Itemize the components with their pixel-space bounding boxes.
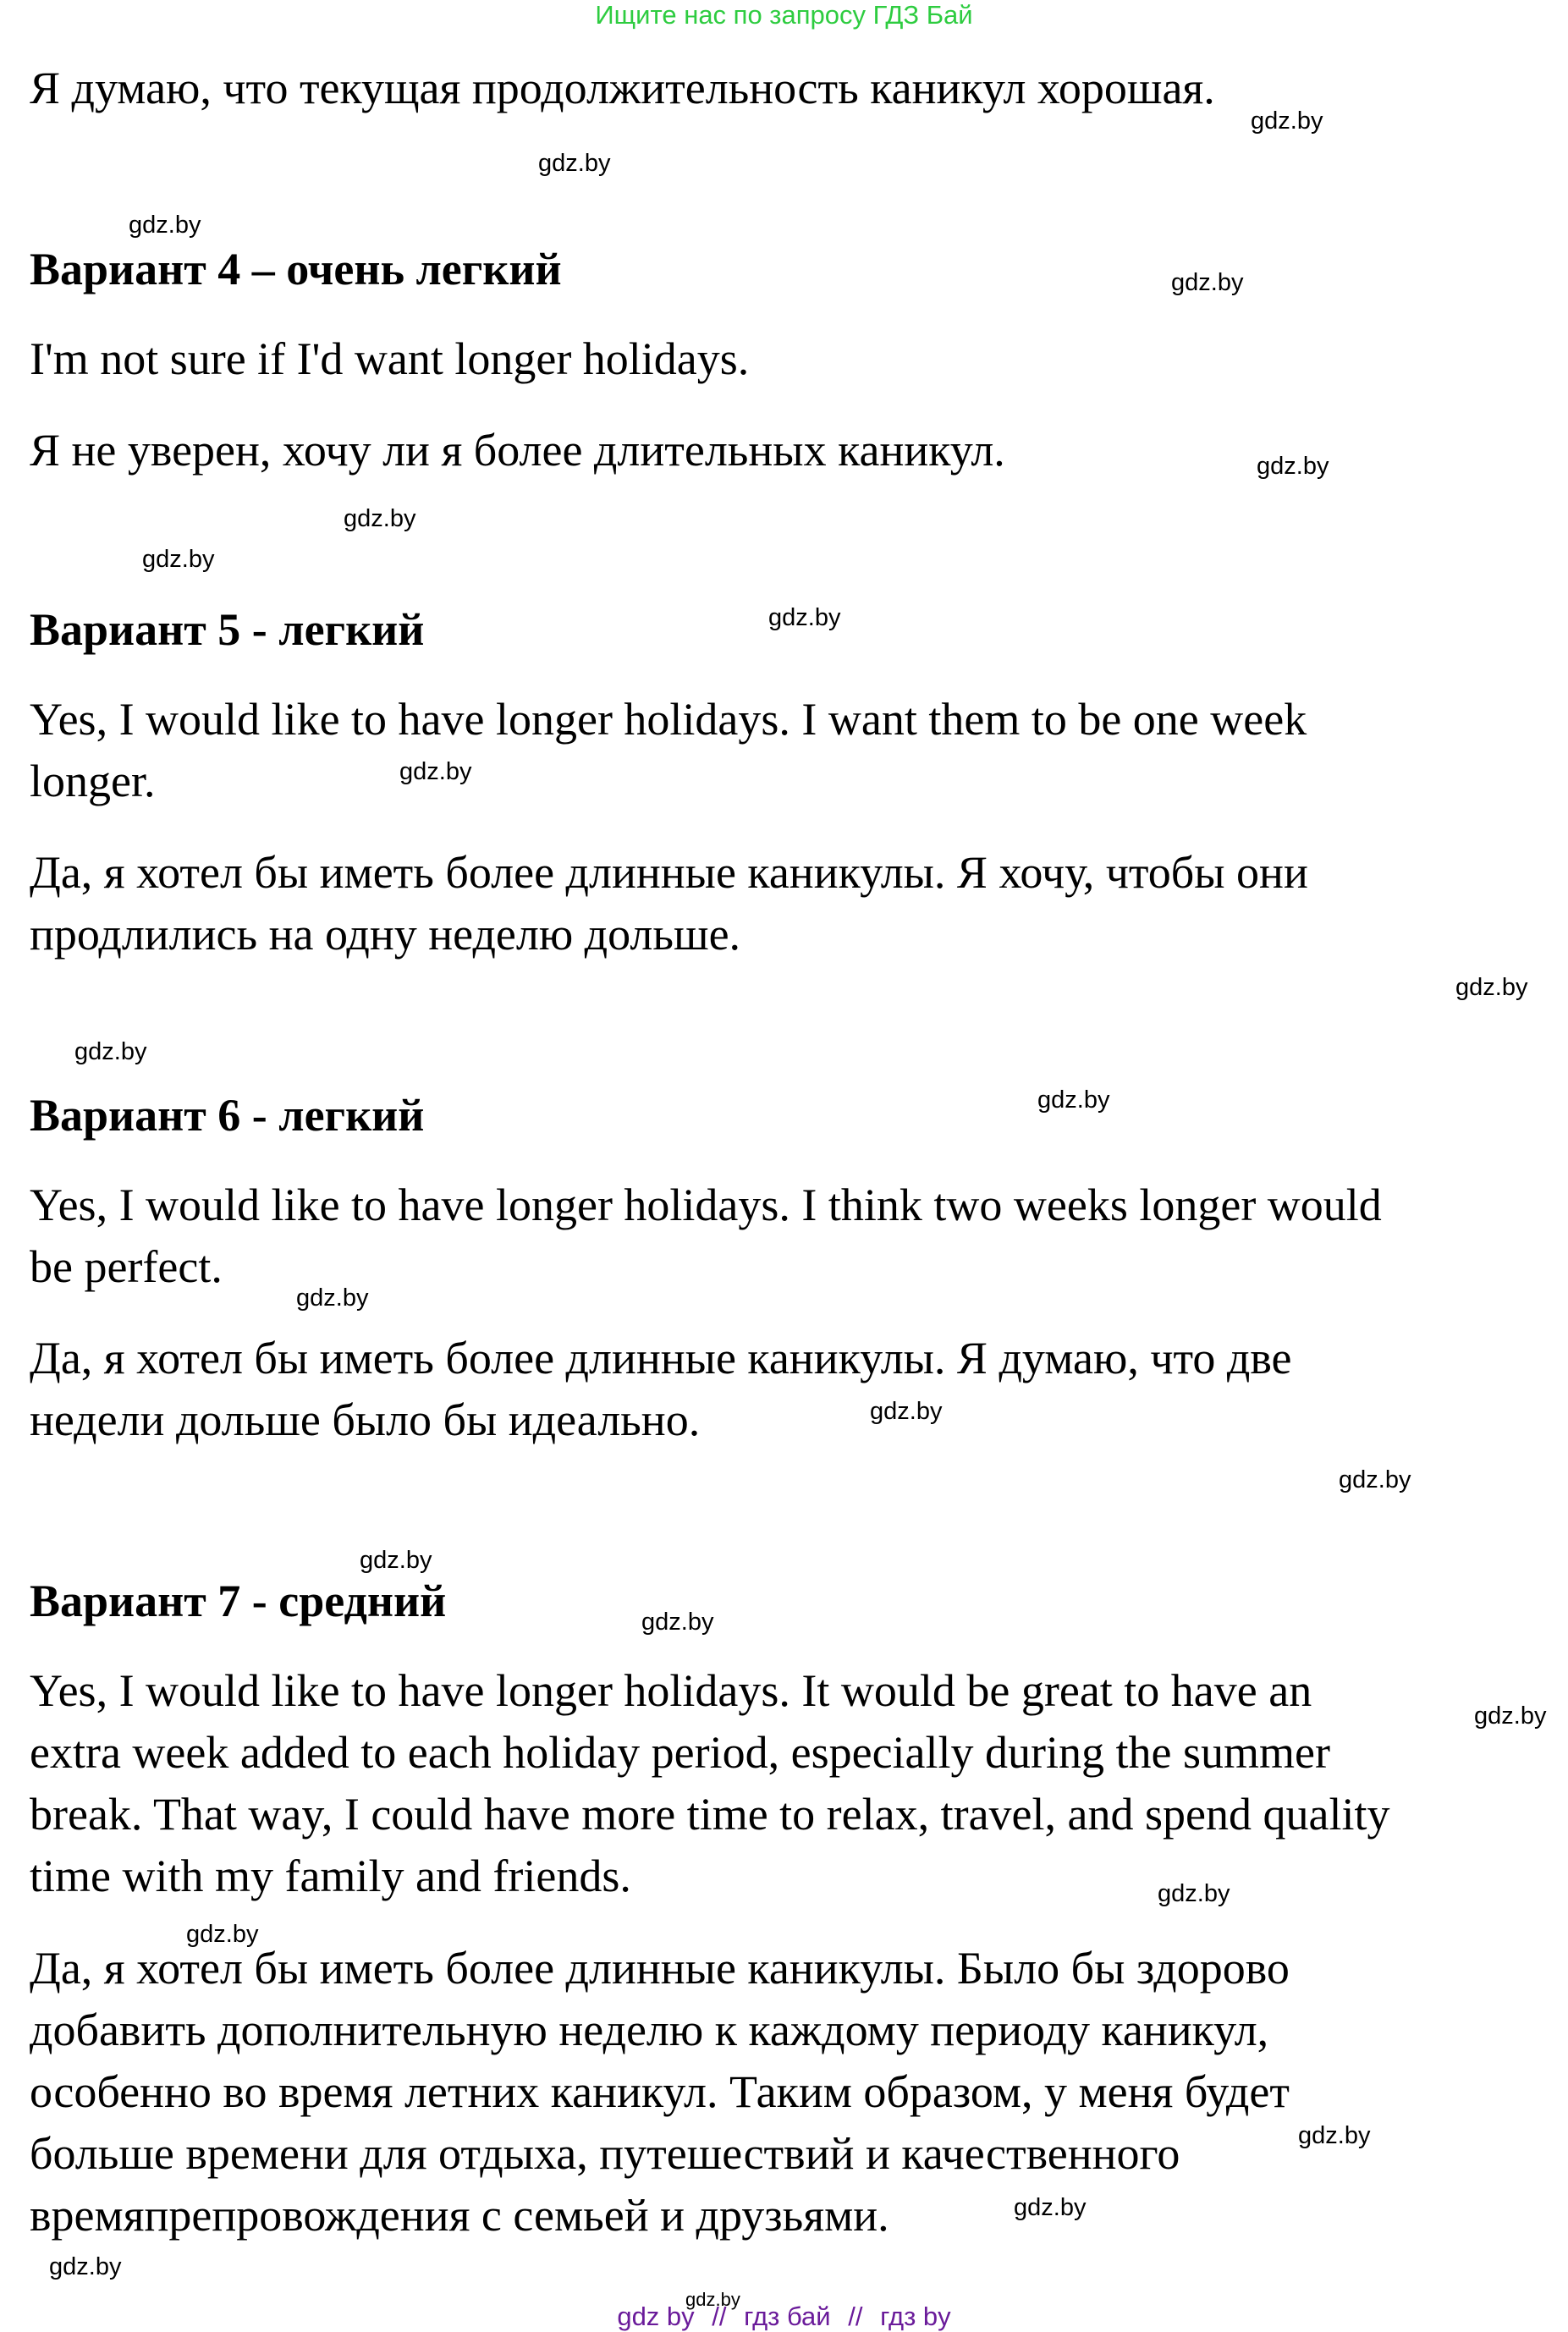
intro-line: Я думаю, что текущая продолжительность каникул хорошая. (30, 63, 1215, 113)
watermark: gdz.by (49, 2253, 122, 2280)
variant-7-english-line-4: time with my family and friends. (30, 1851, 631, 1901)
watermark: gdz.by (142, 546, 215, 573)
variant-7-english-line-1: Yes, I would like to have longer holidays. It would be great to have an (30, 1665, 1312, 1716)
footer-link-gdz-bai[interactable]: гдз бай (744, 2302, 831, 2331)
variant-5-english-line-2: longer. (30, 756, 156, 806)
variant-4-heading: Вариант 4 – очень легкий (30, 244, 562, 294)
watermark: gdz.by (641, 1609, 714, 1636)
watermark: gdz.by (360, 1547, 432, 1574)
footer-links (0, 2302, 1568, 2332)
watermark: gdz.by (1171, 269, 1244, 296)
watermark: gdz.by (129, 212, 201, 239)
variant-7-russian-line-3: особенно во время летних каникул. Таким образом, у меня будет (30, 2066, 1290, 2117)
watermark: gdz.by (1455, 974, 1528, 1001)
watermark: gdz.by (1251, 107, 1323, 135)
footer-separator: // (848, 2302, 863, 2331)
watermark: gdz.by (1257, 453, 1329, 480)
watermark: gdz.by (186, 1921, 259, 1948)
variant-4-english: I'm not sure if I'd want longer holidays. (30, 333, 750, 384)
watermark: gdz.by (74, 1038, 147, 1065)
footer-link-gdz-by-cyrillic[interactable]: гдз by (880, 2302, 951, 2331)
variant-7-russian-line-1: Да, я хотел бы иметь более длинные каникулы. Было бы здорово (30, 1943, 1290, 1994)
variant-6-heading: Вариант 6 - легкий (30, 1090, 425, 1141)
watermark: gdz.by (1298, 2122, 1371, 2149)
variant-6-english-line-1: Yes, I would like to have longer holidays. I think two weeks longer would (30, 1180, 1382, 1230)
variant-5-english-line-1: Yes, I would like to have longer holidays. I want them to be one week (30, 694, 1307, 745)
watermark: gdz.by (296, 1284, 369, 1312)
variant-6-russian-line-1: Да, я хотел бы иметь более длинные каникулы. Я думаю, что две (30, 1333, 1292, 1383)
variant-7-russian-line-5: времяпрепровождения с семьей и друзьями. (30, 2190, 889, 2241)
variant-7-english-line-3: break. That way, I could have more time to relax, travel, and spend quality (30, 1789, 1390, 1840)
watermark: gdz.by (768, 604, 841, 631)
variant-6-english-line-2: be perfect. (30, 1241, 223, 1292)
variant-7-heading: Вариант 7 - средний (30, 1576, 447, 1626)
variant-5-russian-line-2: продлились на одну неделю дольше. (30, 909, 741, 960)
watermark: gdz.by (1339, 1466, 1411, 1493)
variant-7-russian-line-2: добавить дополнительную неделю к каждому периоду каникул, (30, 2005, 1269, 2055)
variant-5-russian-line-1: Да, я хотел бы иметь более длинные каникулы. Я хочу, чтобы они (30, 847, 1308, 898)
top-banner[interactable]: Ищите нас по запросу ГДЗ Бай (595, 0, 973, 30)
variant-7-russian-line-4: больше времени для отдыха, путешествий и качественного (30, 2128, 1180, 2179)
variant-7-english-line-2: extra week added to each holiday period, especially during the summer (30, 1727, 1330, 1778)
watermark: gdz.by (870, 1398, 943, 1425)
watermark: gdz.by (1158, 1880, 1230, 1907)
watermark: gdz.by (1014, 2194, 1087, 2221)
watermark: gdz.by (685, 2289, 740, 2310)
watermark: gdz.by (1037, 1086, 1110, 1114)
watermark: gdz.by (538, 150, 611, 177)
footer-separator: // (712, 2302, 727, 2331)
watermark: gdz.by (399, 758, 472, 785)
variant-6-russian-line-2: недели дольше было бы идеально. (30, 1394, 701, 1445)
watermark: gdz.by (1474, 1702, 1547, 1730)
variant-4-russian: Я не уверен, хочу ли я более длительных каникул. (30, 425, 1005, 476)
footer-link-gdz-by[interactable]: gdz by (617, 2302, 695, 2331)
watermark: gdz.by (344, 505, 416, 532)
variant-5-heading: Вариант 5 - легкий (30, 604, 425, 655)
